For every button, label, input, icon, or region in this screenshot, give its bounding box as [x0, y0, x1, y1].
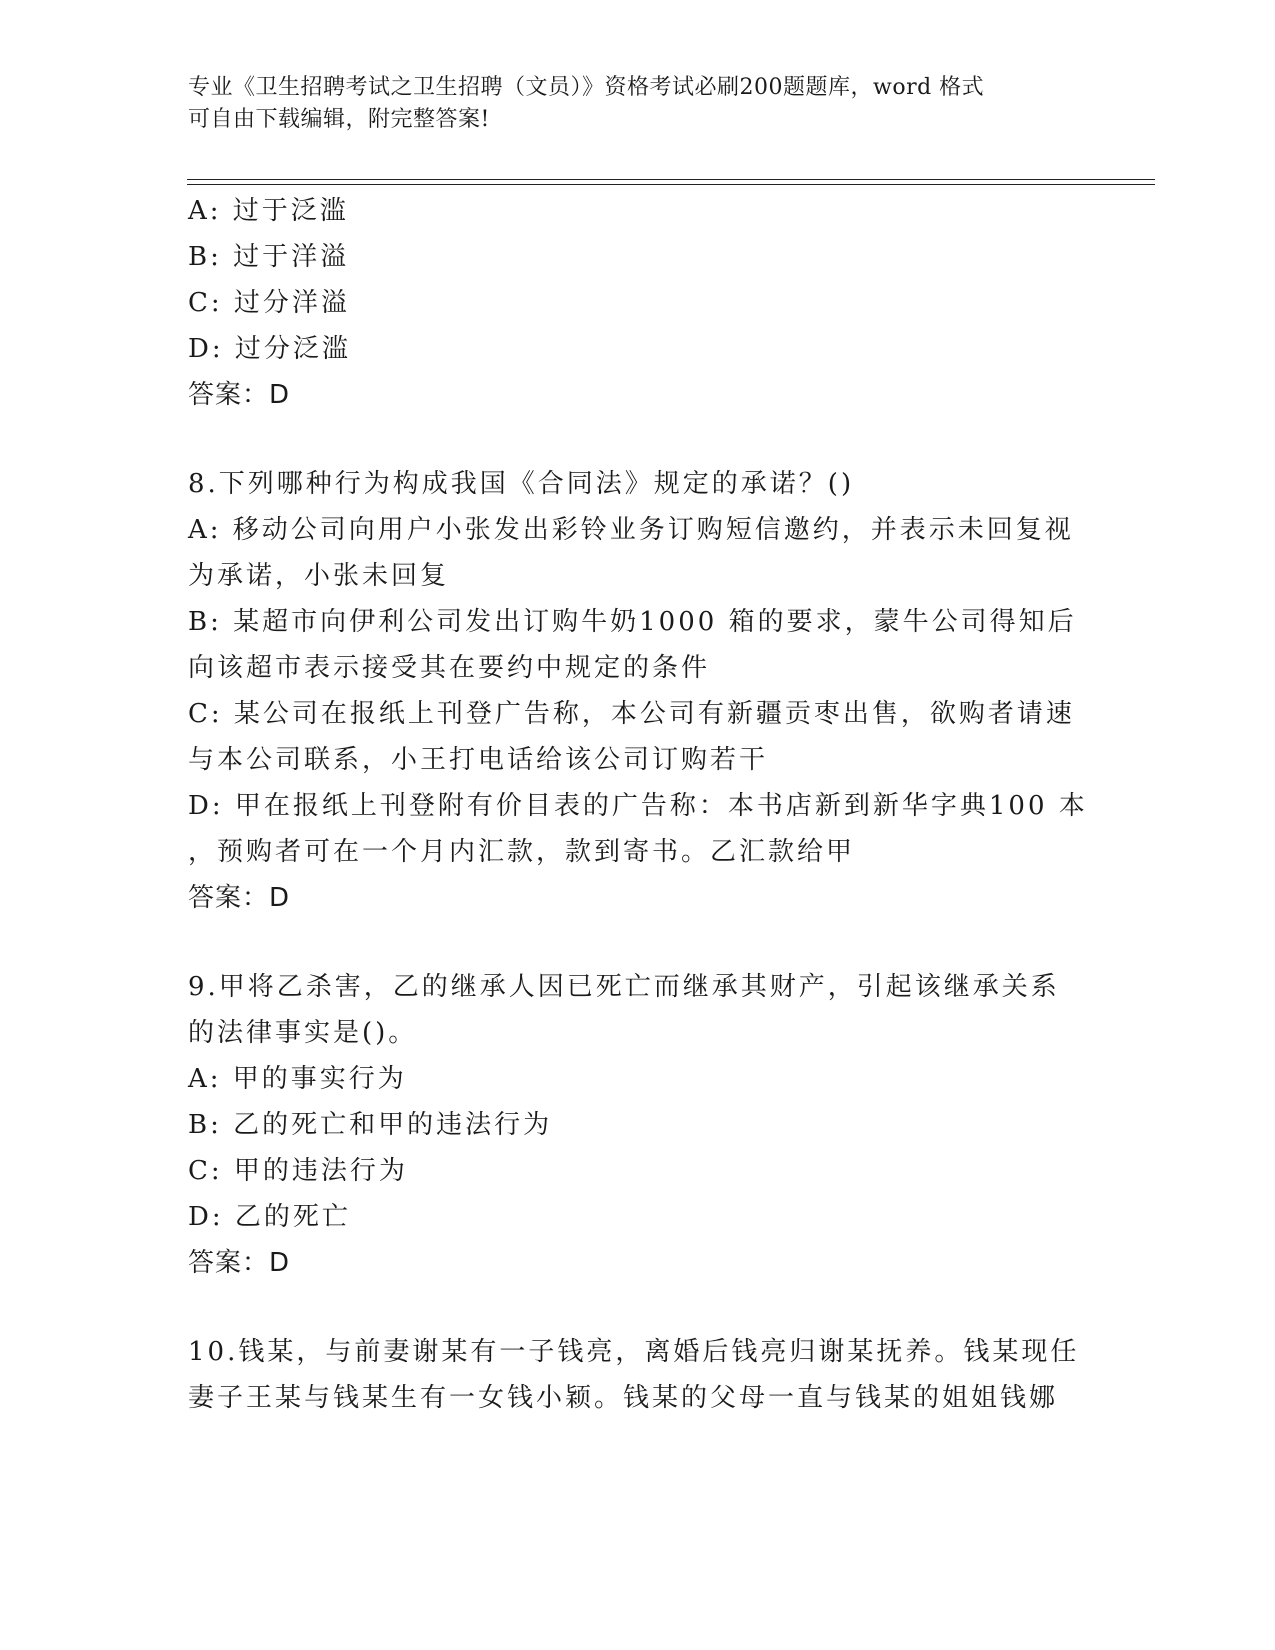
answer-line: 答案：D	[188, 883, 291, 913]
question-stem: 8.下列哪种行为构成我国《合同法》规定的承诺？()	[188, 469, 855, 499]
header-divider-bottom	[187, 184, 1155, 185]
question-stem: 10.钱某，与前妻谢某有一子钱亮，离婚后钱亮归谢某抚养。钱某现任	[188, 1337, 1080, 1367]
option-a: A: 甲的事实行为	[188, 1064, 407, 1094]
option-d: D: 乙的死亡	[188, 1202, 351, 1232]
question-stem: 9.甲将乙杀害，乙的继承人因已死亡而继承其财产，引起该继承关系	[188, 972, 1060, 1002]
option-a: A: 过于泛滥	[188, 196, 349, 226]
option-b: B: 过于洋溢	[188, 242, 350, 272]
question-stem-continued: 的法律事实是()。	[188, 1018, 418, 1048]
question-7	[188, 188, 1088, 418]
option-b-continued: 向该超市表示接受其在要约中规定的条件	[188, 653, 711, 683]
answer-line: 答案：D	[188, 380, 291, 410]
header-divider-top	[187, 179, 1155, 180]
option-a-continued: 为承诺，小张未回复	[188, 561, 450, 591]
option-b: B: 乙的死亡和甲的违法行为	[188, 1110, 553, 1140]
option-c: C: 甲的违法行为	[188, 1156, 408, 1186]
option-b: B: 某超市向伊利公司发出订购牛奶1000 箱的要求，蒙牛公司得知后	[188, 607, 1077, 637]
option-d-continued: ，预购者可在一个月内汇款，款到寄书。乙汇款给甲	[188, 837, 856, 867]
option-c: C: 某公司在报纸上刊登广告称，本公司有新疆贡枣出售，欲购者请速	[188, 699, 1075, 729]
document-body	[188, 188, 1088, 1421]
document-header	[188, 72, 1068, 136]
option-c: C: 过分洋溢	[188, 288, 350, 318]
option-d: D: 过分泛滥	[188, 334, 351, 364]
question-9	[188, 964, 1088, 1286]
question-10	[188, 1329, 1088, 1421]
answer-line: 答案：D	[188, 1248, 291, 1278]
question-8	[188, 461, 1088, 921]
option-c-continued: 与本公司联系，小王打电话给该公司订购若干	[188, 745, 769, 775]
header-line-2: 可自由下载编辑，附完整答案!	[188, 107, 490, 132]
option-d: D: 甲在报纸上刊登附有价目表的广告称：本书店新到新华字典100 本	[188, 791, 1088, 821]
option-a: A: 移动公司向用户小张发出彩铃业务订购短信邀约，并表示未回复视	[188, 515, 1074, 545]
question-stem-continued: 妻子王某与钱某生有一女钱小颖。钱某的父母一直与钱某的姐姐钱娜	[188, 1383, 1059, 1413]
header-line-1: 专业《卫生招聘考试之卫生招聘（文员）》资格考试必刷200题题库，word 格式	[188, 75, 985, 100]
